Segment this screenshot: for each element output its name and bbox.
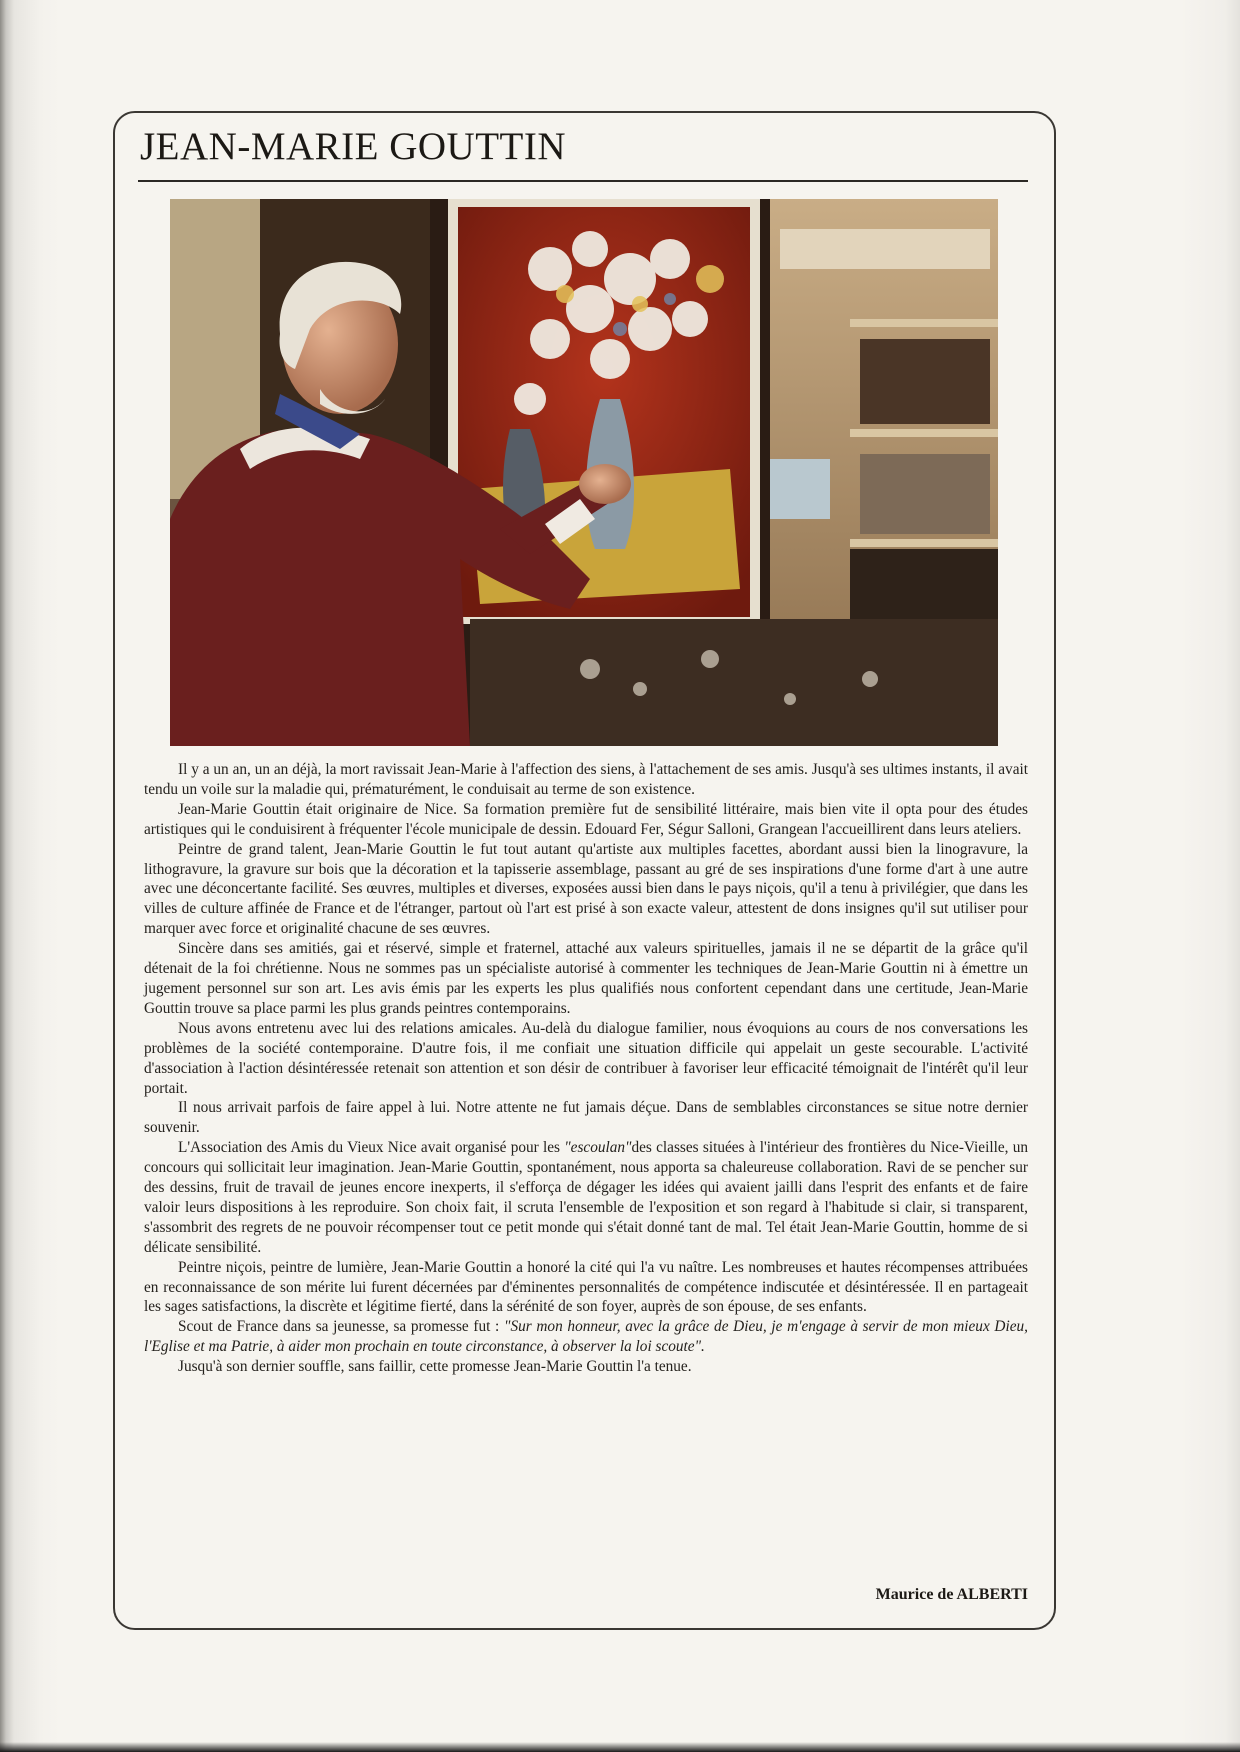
paragraph-7-start: L'Association des Amis du Vieux Nice avait organisé pour les bbox=[178, 1139, 565, 1157]
paragraph-9-start: Scout de France dans sa jeunesse, sa promesse fut : bbox=[178, 1318, 505, 1336]
paragraph-4: Sincère dans ses amitiés, gai et réservé, simple et fraternel, attaché aux valeurs spirituelles, jamais il ne se départit de la grâce qu'il détenait de la foi chrétienne. Nous ne sommes pas un spécialiste autorisé à commenter les techniques de Jean-Marie Gouttin ni à émettre un jugement personnel sur son art. Les avis émis par les experts les plus qualifiés nous confortent cependant dans une certitude, Jean-Marie Gouttin trouve sa place parmi les plus grands peintres contemporains. bbox=[144, 940, 1028, 1017]
paragraph-9 bbox=[144, 1317, 1028, 1357]
paragraph-2: Jean-Marie Gouttin était originaire de Nice. Sa formation première fut de sensibilité littéraire, mais bien vite il opta pour des études artistiques qui le conduisirent à fréquenter l'école municipale de dessin. Edouard Fer, Ségur Salloni, Grangean l'accueillirent dans leurs ateliers. bbox=[144, 800, 1028, 838]
painter-at-easel-photo bbox=[170, 199, 998, 746]
article-title: JEAN-MARIE GOUTTIN bbox=[140, 125, 567, 168]
paragraph-7 bbox=[144, 1138, 1028, 1257]
page-bottom-edge bbox=[0, 1742, 1240, 1752]
paragraph-6: Il nous arrivait parfois de faire appel à lui. Notre attente ne fut jamais déçue. Dans de semblables circonstances se situe notre dernier souvenir. bbox=[144, 1099, 1028, 1137]
author-signature: Maurice de ALBERTI bbox=[875, 1586, 1028, 1603]
paragraph-7-end: des classes situées à l'intérieur des frontières du Nice-Vieille, un concours qui sollicitait leur imagination. Jean-Marie Gouttin, spontanément, nous apporta sa chaleureuse collaboration. Ravi de se pencher sur des dessins, fruit de travail de jeunes encore inexperts, il s'efforça de dégager les idées qui avaient jailli dans l'esprit des enfants et de faire valoir leurs dispositions à les reproduire. Son choix fait, il scruta l'ensemble de l'exposition et son regard à l'habitude si clair, si transparent, s'assombrit des regrets de ne pouvoir récompenser tout ce petit monde qui s'était donné tant de mal. Tel était Jean-Marie Gouttin, homme de si délicate sensibilité. bbox=[144, 1139, 1028, 1256]
paragraph-10: Jusqu'à son dernier souffle, sans faillir, cette promesse Jean-Marie Gouttin l'a tenue. bbox=[178, 1358, 692, 1376]
paragraph-8: Peintre niçois, peintre de lumière, Jean-Marie Gouttin a honoré la cité qui l'a vu naître. Les nombreuses et hautes récompenses attribuées en reconnaissance de son mérite lui furent décernées par d'éminentes personnalités de compétence indiscutée et désintéressée. Il en partageait les sages satisfactions, la discrète et légitime fierté, dans la sérénité de son foyer, auprès de son épouse, de ses enfants. bbox=[144, 1258, 1028, 1316]
paragraph-5: Nous avons entretenu avec lui des relations amicales. Au-delà du dialogue familier, nous évoquions au cours de nos conversations les problèmes de la société contemporaine. D'autre fois, il me confiait une situation difficile qui appelait un geste secourable. L'activité d'association à l'action désintéressée retenait son attention et son désir de contribuer à favoriser leur efficacité témoignait de l'intérêt qu'il leur portait. bbox=[144, 1019, 1028, 1097]
title-rule bbox=[138, 180, 1028, 182]
scout-promise-quote: "Sur mon honneur, avec la grâce de Dieu, je m'engage à servir de mon mieux Dieu, l'Eglise et ma Patrie, à aider mon prochain en toute circonstance, à observer la loi scoute". bbox=[144, 1318, 1028, 1356]
article-body bbox=[144, 760, 1028, 1377]
escoulan-quote: "escoulan" bbox=[564, 1139, 632, 1157]
paragraph-3: Peintre de grand talent, Jean-Marie Gouttin le fut tout autant qu'artiste aux multiples facettes, abordant aussi bien la linogravure, la lithogravure, la gravure sur bois que la décoration et la tapisserie assemblage, passant au gré de ses inspirations d'une forme d'art à une autre avec une déconcertante facilité. Ses œuvres, multiples et diverses, exposées aussi bien dans le pays niçois, qu'il a tenu à privilégier, que dans les villes de culture affinée de France et de l'étranger, partout où l'art est prisé à son exacte valeur, attestent de dons insignes qu'il sut utiliser pour marquer avec force et originalité chacune de ses œuvres. bbox=[144, 840, 1028, 938]
photo-illustration bbox=[170, 199, 998, 746]
paragraph-1: Il y a un an, un an déjà, la mort ravissait Jean-Marie à l'affection des siens, à l'attachement de ses amis. Jusqu'à ses ultimes instants, il avait tendu un voile sur la maladie qui, prématurément, le conduisait au terme de son existence. bbox=[144, 761, 1028, 798]
